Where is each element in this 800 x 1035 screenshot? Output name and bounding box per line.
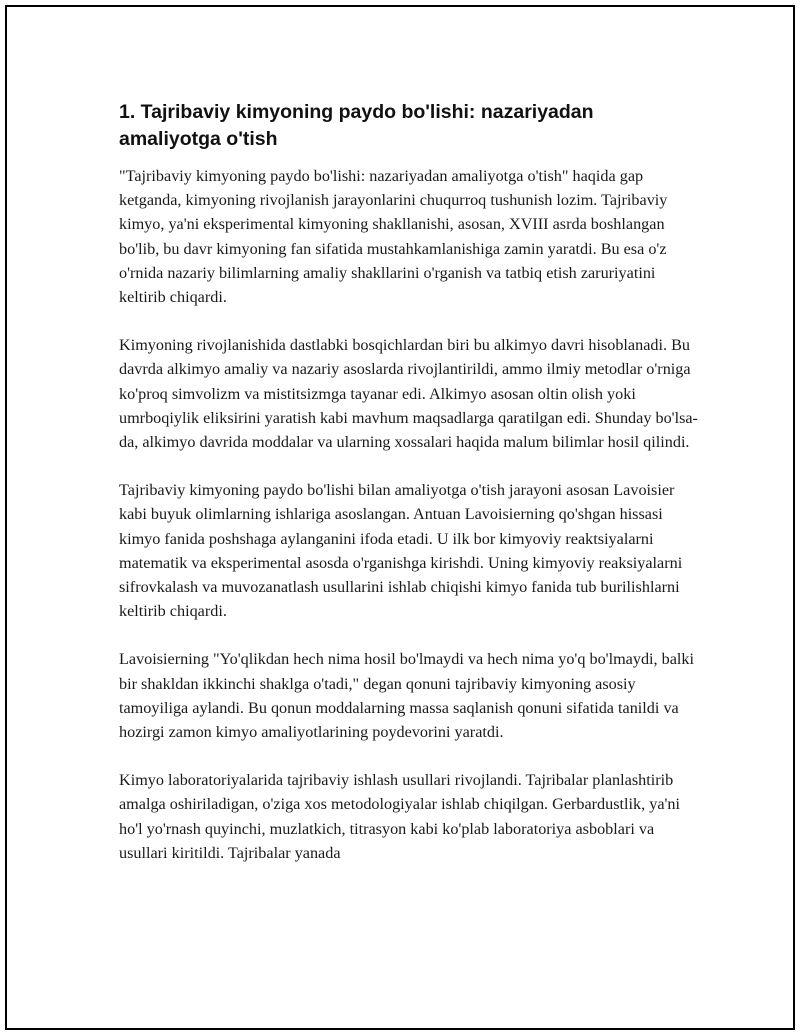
paragraph-1: "Tajribaviy kimyoning paydo bo'lishi: nazariyadan amaliyotga o'tish" haqida gap ketganda, kimyoning rivojlanish jarayonlarini chuqurroq tushunish lozim. Tajribaviy kimyo, ya'ni eksperimental kimyoning shakllanishi, asosan, XVIII asrda boshlangan bo'lib, bu davr kimyoning fan sifatida mustahkamlanishiga zamin yaratdi. Bu esa o'z o'rnida nazariy bilimlarning amaliy shakllarini o'rganish va tatbiq etish zaruriyatini keltirib chiqardi. [119, 167, 668, 307]
section-title: 1. Tajribaviy kimyoning paydo bo'lishi: nazariyadan amaliyotga o'tish [119, 101, 594, 150]
paragraph-2: Kimyoning rivojlanishida dastlabki bosqichlardan biri bu alkimyo davri hisoblanadi. Bu davrda alkimyo amaliy va nazariy asoslarda rivojlantirildi, ammo ilmiy metodlar o'rniga ko'proq simvolizm va mistitsizmga tayanar edi. Alkimyo asosan oltin olish yoki umrboqiylik eliksirini yaratish kabi mavhum maqsadlarga qaratilgan edi. Shunday bo'lsa-da, alkimyo davrida moddalar va ularning xossalari haqida malum bilimlar hosil qilindi. [119, 336, 698, 452]
paragraph-5: Kimyo laboratoriyalarida tajribaviy ishlash usullari rivojlandi. Tajribalar planlashtirib amalga oshiriladigan, o'ziga xos metodologiyalar ishlab chiqilgan. Gerbardustlik, ya'ni ho'l yo'rnash quyinchi, muzlatkich, titrasyon kabi ko'plab laboratoriya asboblari va usullari kiritildi. Tajribalar yanada [119, 771, 681, 862]
paragraph-3: Tajribaviy kimyoning paydo bo'lishi bilan amaliyotga o'tish jarayoni asosan Lavoisier kabi buyuk olimlarning ishlariga asoslangan. Antuan Lavoisierning qo'shgan hissasi kimyo fanida poshshaga aylanganini ifoda etadi. U ilk bor kimyoviy reaktsiyalarni matematik va eksperimental asosda o'rganishga kirishdi. Uning kimyoviy reaksiyalarni sifrovkalash va muvozanatlash usullarini ishlab chiqishi kimyo fanida tub burilishlarni keltirib chiqardi. [119, 481, 683, 621]
paragraph-4: Lavoisierning "Yo'qlikdan hech nima hosil bo'lmaydi va hech nima yo'q bo'lmaydi, balki bir shakldan ikkinchi shaklga o'tadi," degan qonuni tajribaviy kimyoning asosiy tamoyiliga aylandi. Bu qonun moddalarning massa saqlanish qonuni sifatida tanildi va hozirgi zamon kimyo amaliyotlarining poydevorini yaratdi. [119, 650, 695, 742]
page-frame [5, 5, 795, 1030]
document-body [119, 99, 699, 865]
